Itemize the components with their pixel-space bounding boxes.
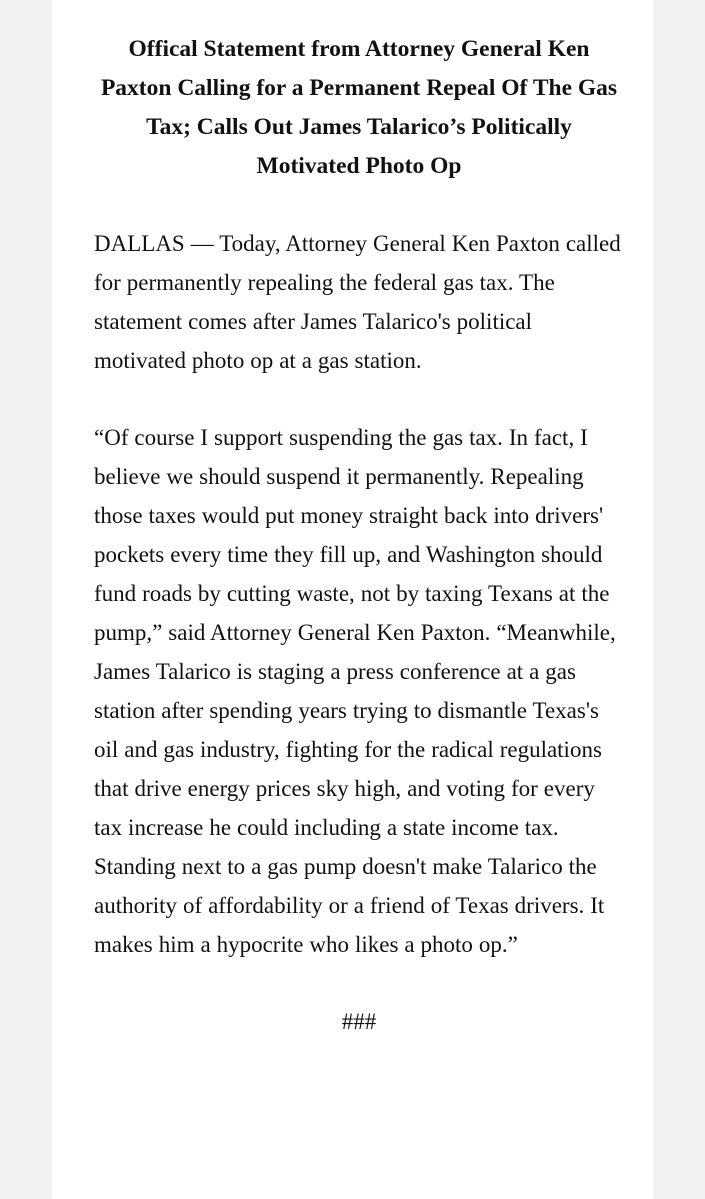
- dateline-paragraph: DALLAS — Today, Attorney General Ken Paxton called for permanently repealing the federal gas tax. The statement comes after James Talarico's political motivated photo op at a gas station.: [94, 231, 621, 373]
- document-page: [52, 0, 653, 1199]
- end-mark: ###: [341, 1009, 377, 1034]
- document-content: [94, 30, 624, 1041]
- quote-paragraph: “Of course I support suspending the gas tax. In fact, I believe we should suspend it permanently. Repealing those taxes would put money straight back into drivers' pockets every time they fill up, and Washington should fund roads by cutting waste, not by taxing Texans at the pump,” said Attorney General Ken Paxton. “Meanwhile, James Talarico is staging a press conference at a gas station after spending years trying to dismantle Texas's oil and gas industry, fighting for the radical regulations that drive energy prices sky high, and voting for every tax increase he could including a state income tax. Standing next to a gas pump doesn't make Talarico the authority of affordability or a friend of Texas drivers. It makes him a hypocrite who likes a photo op.”: [94, 425, 616, 957]
- statement-title: Offical Statement from Attorney General Ken Paxton Calling for a Permanent Repeal Of The Gas Tax; Calls Out James Talarico’s Politically Motivated Photo Op: [100, 36, 618, 179]
